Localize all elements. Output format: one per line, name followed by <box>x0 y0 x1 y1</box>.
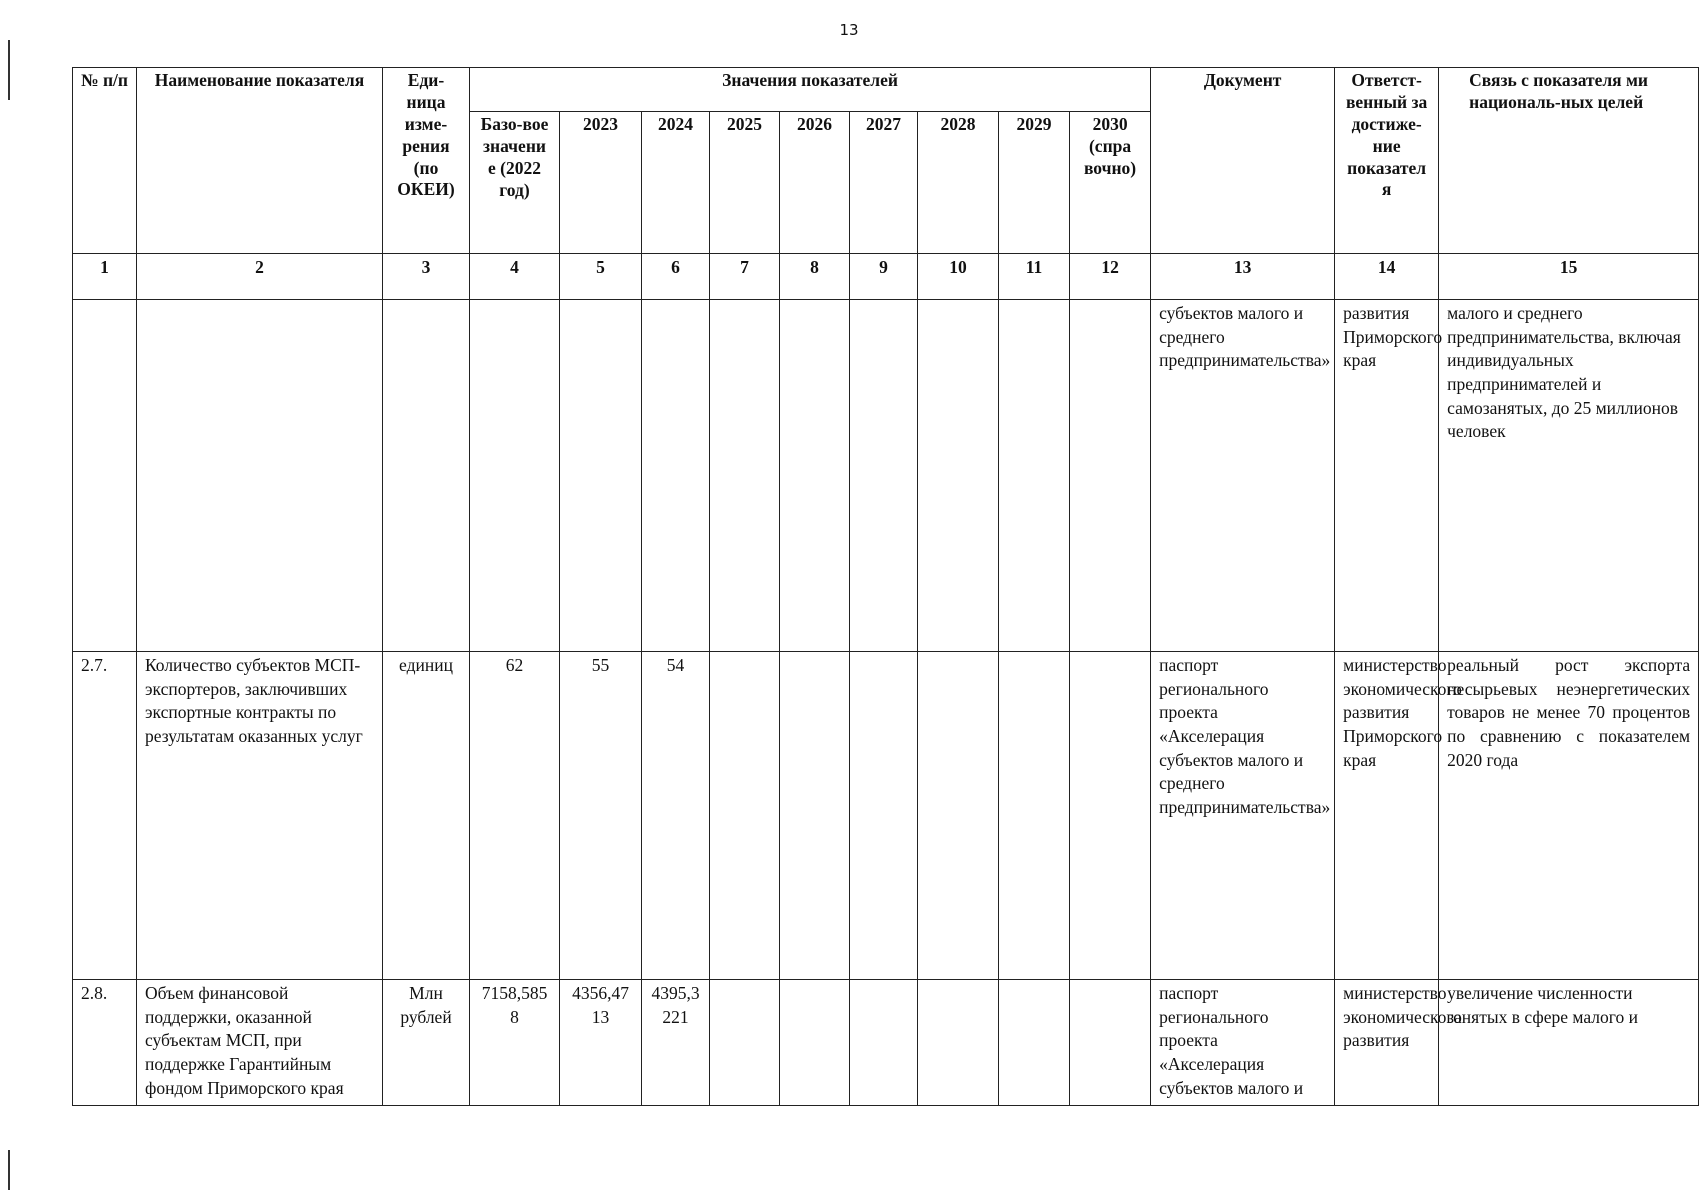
row-link: увеличение численности занятых в сфере малого и <box>1439 980 1699 1106</box>
row-base <box>470 300 560 652</box>
row-base: 7158,5858 <box>470 980 560 1106</box>
header-unit: Еди-ница изме-рения (по ОКЕИ) <box>383 68 470 254</box>
row-num: 2.8. <box>73 980 137 1106</box>
row-year-value <box>999 980 1070 1106</box>
header-base: Базо-вое значени е (2022 год) <box>470 112 560 254</box>
column-numbers-row <box>73 254 1699 300</box>
table-row <box>73 300 1699 652</box>
row-year-value <box>780 980 850 1106</box>
row-year-value <box>1070 300 1151 652</box>
column-number: 13 <box>1151 254 1335 300</box>
column-number: 9 <box>850 254 918 300</box>
row-year-value <box>918 300 999 652</box>
row-link: малого и среднего предпринимательства, включая индивидуальных предпринимателей и самозанятых, до 25 миллионов человек <box>1439 300 1699 652</box>
row-document: паспорт регионального проекта «Акселерация субъектов малого и среднего предпринимательства» <box>1151 652 1335 980</box>
column-number: 15 <box>1439 254 1699 300</box>
column-number: 10 <box>918 254 999 300</box>
column-number: 6 <box>642 254 710 300</box>
column-number: 12 <box>1070 254 1151 300</box>
column-number: 2 <box>137 254 383 300</box>
left-margin-line <box>8 40 10 100</box>
left-margin-line-lower <box>8 1150 10 1190</box>
header-document: Документ <box>1151 68 1335 254</box>
page-number: 13 <box>839 21 859 39</box>
row-unit <box>383 300 470 652</box>
row-document: субъектов малого и среднего предпринимательства» <box>1151 300 1335 652</box>
row-year-value <box>780 300 850 652</box>
row-year-value <box>850 300 918 652</box>
header-year: 2028 <box>918 112 999 254</box>
header-num: № п/п <box>73 68 137 254</box>
row-year-value <box>560 300 642 652</box>
row-responsible: развития Приморского края <box>1335 300 1439 652</box>
row-year-value <box>780 652 850 980</box>
header-year: 2027 <box>850 112 918 254</box>
column-number: 5 <box>560 254 642 300</box>
row-unit: Млн рублей <box>383 980 470 1106</box>
page-bottom-margin <box>72 1107 1698 1200</box>
column-number: 3 <box>383 254 470 300</box>
row-num: 2.7. <box>73 652 137 980</box>
row-unit: единиц <box>383 652 470 980</box>
row-year-value <box>1070 980 1151 1106</box>
header-year: 2024 <box>642 112 710 254</box>
row-num <box>73 300 137 652</box>
row-year-value <box>999 652 1070 980</box>
header-link: Связь с показателя ми националь-ных целей <box>1439 68 1699 254</box>
row-year-value <box>850 980 918 1106</box>
column-number: 14 <box>1335 254 1439 300</box>
column-number: 11 <box>999 254 1070 300</box>
row-year-value <box>918 652 999 980</box>
indicator-table <box>72 67 1699 1106</box>
table-row <box>73 980 1699 1106</box>
row-year-value <box>918 980 999 1106</box>
row-base: 62 <box>470 652 560 980</box>
row-year-value: 4356,4713 <box>560 980 642 1106</box>
header-year: 2025 <box>710 112 780 254</box>
header-year: 2023 <box>560 112 642 254</box>
row-name <box>137 300 383 652</box>
header-year-2030: 2030 (спра вочно) <box>1070 112 1151 254</box>
header-year: 2029 <box>999 112 1070 254</box>
row-year-value <box>642 300 710 652</box>
row-responsible: министерство экономического развития <box>1335 980 1439 1106</box>
header-values-group: Значения показателей <box>470 68 1151 112</box>
row-link: реальный рост экспорта несырьевых неэнергетических товаров не менее 70 процентов по сравнению с показателем 2020 года <box>1439 652 1699 980</box>
row-responsible: министерство экономического развития Приморского края <box>1335 652 1439 980</box>
row-document: паспорт регионального проекта «Акселерация субъектов малого и <box>1151 980 1335 1106</box>
column-number: 1 <box>73 254 137 300</box>
row-name: Объем финансовой поддержки, оказанной субъектам МСП, при поддержке Гарантийным фондом Приморского края <box>137 980 383 1106</box>
row-year-value: 4395,3221 <box>642 980 710 1106</box>
header-year: 2026 <box>780 112 850 254</box>
row-year-value: 55 <box>560 652 642 980</box>
row-year-value <box>1070 652 1151 980</box>
row-year-value <box>710 300 780 652</box>
row-name: Количество субъектов МСП-экспортеров, заключивших экспортные контракты по результатам оказанных услуг <box>137 652 383 980</box>
row-year-value <box>850 652 918 980</box>
table-row <box>73 652 1699 980</box>
row-year-value <box>710 980 780 1106</box>
row-year-value <box>710 652 780 980</box>
column-number: 7 <box>710 254 780 300</box>
header-responsible: Ответст-венный за достиже-ние показател я <box>1335 68 1439 254</box>
header-name: Наименование показателя <box>137 68 383 254</box>
row-year-value: 54 <box>642 652 710 980</box>
column-number: 4 <box>470 254 560 300</box>
column-number: 8 <box>780 254 850 300</box>
row-year-value <box>999 300 1070 652</box>
